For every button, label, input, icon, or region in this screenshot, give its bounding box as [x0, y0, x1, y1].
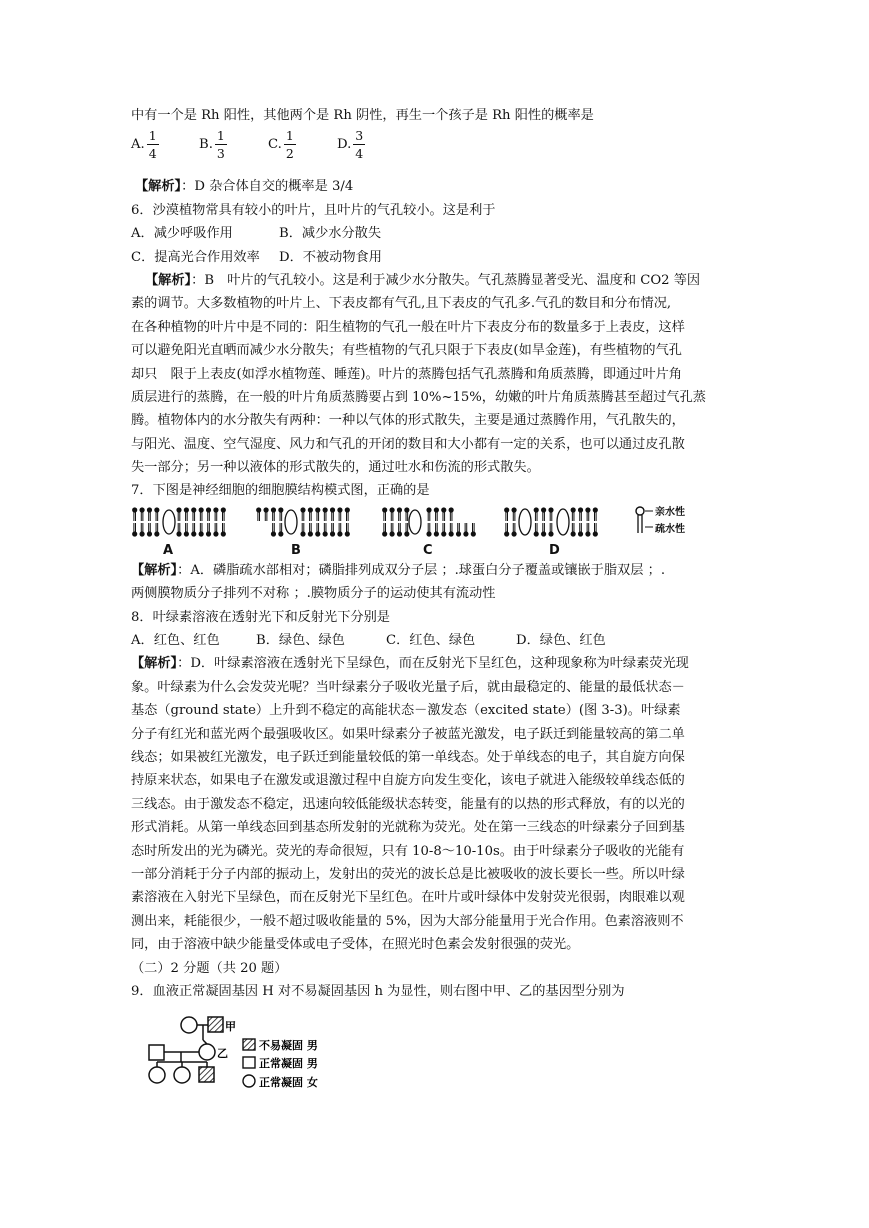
- q6-options-ab: A．减少呼吸作用 B．减少水分散失: [131, 226, 382, 242]
- phospholipid: [271, 507, 276, 536]
- phospholipid: [471, 523, 476, 537]
- figure-label-d: D: [549, 542, 560, 558]
- phospholipid: [578, 507, 583, 536]
- q8-analysis-line: 一部分消耗于分子内部的振动上，发射出的荧光的波长总是比被吸收的波长要长一些。所以叶绿: [131, 866, 685, 882]
- pedigree-male-normal: [149, 1045, 164, 1060]
- fraction: $\frac{1}{3}$: [216, 128, 225, 162]
- phospholipid: [132, 507, 137, 536]
- q5-options: [131, 127, 741, 175]
- protein-molecule: [519, 509, 531, 535]
- figure-label-b: B: [291, 542, 301, 558]
- legend-affected-male-icon: [243, 1039, 255, 1050]
- q7-analysis-line: 【解析】：A．磷脂疏水部相对；磷脂排列成双分子层 ；.球蛋白分子覆盖或镶嵌于脂双层 ；.: [131, 562, 666, 578]
- q6-analysis-line: 【解析】：B 叶片的气孔较小。这是利于减少水分散失。气孔蒸腾显著受光、温度和 CO2 等因: [145, 272, 701, 288]
- q6-analysis-line: 却只 限于上表皮(如浮水植物莲、睡莲)。叶片的蒸腾包括气孔蒸腾和角质蒸腾，即通过叶片角: [131, 366, 682, 382]
- q6-analysis-line: 可以避免阳光直晒而减少水分散失；有些植物的气孔只限于下表皮(如旱金莲)，有些植物的气孔: [131, 343, 682, 359]
- label-yi: 乙: [217, 1047, 228, 1060]
- phospholipid: [441, 507, 446, 536]
- protein-molecule: [163, 510, 175, 534]
- phospholipid: [147, 507, 152, 536]
- q8-analysis-line: 素溶液在入射光下呈绿色，而在反射光下呈红色。在叶片或叶绿体中发射荧光很弱，肉眼难以观: [131, 890, 685, 906]
- phospholipid: [154, 507, 159, 536]
- phospholipid: [511, 507, 516, 536]
- legend-hydrophobic: 疏水性: [655, 523, 685, 535]
- membrane-figure: [131, 503, 741, 559]
- label-jia: 甲: [225, 1020, 236, 1033]
- q5-option-d: D. $\frac{3}{4}$: [337, 128, 364, 162]
- phospholipid: [345, 507, 350, 536]
- pedigree-female-yi: [199, 1044, 215, 1060]
- q8-analysis-line: 【解析】：D．叶绿素溶液在透射光下呈绿色，而在反射光下呈红色，这种现象称为叶绿素荧光现: [131, 656, 689, 672]
- phospholipid: [256, 507, 261, 521]
- phospholipid: [176, 507, 181, 536]
- protein-molecule: [557, 509, 569, 535]
- phospholipid: [426, 507, 431, 536]
- q8-analysis-line: 同，由于溶液中缺少能量受体或电子受体，在照光时色素会发射很强的荧光。: [131, 937, 580, 953]
- phospholipid: [337, 507, 342, 536]
- phospholipid: [308, 507, 313, 536]
- protein-molecule: [409, 510, 421, 534]
- phospholipid: [278, 507, 283, 536]
- q8-analysis-line: 形式消耗。从第一单线态回到基态所发射的光就称为荧光。处在第一三线态的叶绿素分子回到基: [131, 820, 685, 836]
- q6-analysis-line: 失一部分；另一种以液体的形式散失的，通过吐水和伤流的形式散失。: [131, 460, 540, 476]
- phospholipid: [456, 523, 461, 537]
- phospholipid: [300, 507, 305, 536]
- phospholipid: [449, 507, 454, 536]
- q6-analysis-line: 腾。植物体内的水分散失有两种：一种以气体的形式散失，主要是通过蒸腾作用，气孔散失的，: [131, 413, 685, 429]
- phospholipid: [504, 507, 509, 536]
- protein-molecule: [285, 510, 297, 534]
- q8-analysis-line: 线态；如果被红光激发，电子跃迁到能量较低的第一单线态。处于单线态的电子，其自旋方向保: [131, 749, 685, 765]
- q5-option-c: C. $\frac{1}{2}$: [268, 128, 294, 162]
- q8-analysis-line: 持原来状态，如果电子在激发或退激过程中自旋方向发生变化，该电子就进入能级较单线态低的: [131, 773, 685, 789]
- q5-analysis: 【解析】：D 杂合体自交的概率是 3/4: [135, 179, 354, 195]
- legend-hydrophilic: 亲水性: [655, 506, 685, 518]
- phospholipid: [548, 507, 553, 536]
- q8-analysis-line: 象。叶绿素为什么会发荧光呢？当叶绿素分子吸收光量子后，就由最稳定的、能量的最低状态－: [131, 679, 685, 695]
- pedigree-female-normal: [174, 1067, 190, 1083]
- q8-analysis-line: 基态（ground state）上升到不稳定的高能状态－激发态（excited state）(图 3-3)。叶绿素: [131, 703, 681, 719]
- pedigree-male-affected-jia: [208, 1017, 223, 1032]
- q8-analysis-line: 测出来，耗能很少，一般不超过吸收能量的 5%，因为大部分能量用于光合作用。色素溶液则不: [131, 913, 684, 929]
- phospholipid: [382, 507, 387, 536]
- figure-label-c: C: [423, 542, 433, 558]
- phospholipid: [206, 507, 211, 536]
- q9-stem: 9．血液正常凝固基因 H 对不易凝固基因 h 为显性，则右图中甲、乙的基因型分别为: [131, 983, 625, 999]
- phospholipid: [585, 507, 590, 536]
- fraction: $\frac{1}{2}$: [285, 128, 294, 162]
- membrane-diagram-b: [255, 505, 351, 539]
- fraction: $\frac{3}{4}$: [355, 128, 364, 162]
- phospholipid: [534, 507, 539, 536]
- q8-options: A．红色、红色 B．绿色、绿色 C．红色、绿色 D．绿色、红色: [131, 633, 606, 649]
- q6-analysis-line: 素的调节。大多数植物的叶片上、下表皮都有气孔,且下表皮的气孔多.气孔的数目和分布情况,: [131, 296, 672, 312]
- section-heading: （二）2 分题（共 20 题）: [131, 960, 288, 976]
- phospholipid: [389, 507, 394, 536]
- q6-analysis-line: 与阳光、温度、空气湿度、风力和气孔的开闭的数目和大小都有一定的关系，也可以通过皮孔散: [131, 436, 685, 452]
- q5-stem-tail: 中有一个是 Rh 阳性，其他两个是 Rh 阴性，再生一个孩子是 Rh 阳性的概率是: [131, 108, 594, 123]
- pedigree-female-normal: [149, 1067, 165, 1083]
- phospholipid: [397, 507, 402, 536]
- phospholipid: [593, 507, 598, 536]
- phospholipid: [184, 507, 189, 536]
- q6-analysis-line: 在各种植物的叶片中是不同的：阳生植物的气孔一般在叶片下表皮分布的数量多于上表皮，这样: [131, 319, 685, 335]
- phospholipid: [213, 507, 218, 536]
- membrane-diagram-d: [503, 505, 599, 539]
- phospholipid: [139, 507, 144, 536]
- legend-affected-male: 不易凝固 男: [259, 1039, 318, 1052]
- q8-analysis-line: 三线态。由于激发态不稳定，迅速向较低能级状态转变，能量有的以热的形式释放，有的以光的: [131, 796, 685, 812]
- phospholipid: [571, 507, 576, 536]
- phospholipid: [315, 507, 320, 536]
- pedigree-male-affected: [199, 1067, 214, 1082]
- q8-analysis-line: 分子有红光和蓝光两个最强吸收区。如果叶绿素分子被蓝光激发，电子跃迁到能量较高的第二单: [131, 726, 685, 742]
- phospholipid: [199, 507, 204, 536]
- document-body: [131, 104, 741, 1003]
- fraction: $\frac{1}{4}$: [148, 128, 157, 162]
- phospholipid: [330, 507, 335, 536]
- q8-stem: 8．叶绿素溶液在透射光下和反射光下分别是: [131, 609, 390, 625]
- phospholipid: [541, 507, 546, 536]
- phospholipid: [191, 507, 196, 536]
- phospholipid: [263, 507, 268, 521]
- legend-normal-male-icon: [243, 1057, 255, 1068]
- phospholipid: [221, 507, 226, 536]
- phospholipid: [434, 507, 439, 536]
- phospholipid: [323, 507, 328, 536]
- membrane-diagram-a: [131, 505, 227, 539]
- q6-analysis-line: 质层进行的蒸腾，在一般的叶片角质蒸腾要占到 10%~15%，幼嫩的叶片角质蒸腾甚至超过气孔蒸: [131, 389, 706, 405]
- pedigree-chart: [147, 1014, 377, 1102]
- legend-normal-female: 正常凝固 女: [259, 1076, 318, 1089]
- figure-label-a: A: [163, 542, 174, 558]
- q6-stem: 6．沙漠植物常具有较小的叶片，且叶片的气孔较小。这是利于: [131, 202, 496, 218]
- legend-normal-female-icon: [243, 1075, 255, 1087]
- q5-option-b: B. $\frac{1}{3}$: [199, 128, 225, 162]
- q8-analysis-line: 态时所发出的光为磷光。荧光的寿命很短，只有 10-8～10-10s。由于叶绿素分子吸收的光能有: [131, 843, 685, 859]
- q5-option-a: A. $\frac{1}{4}$: [131, 128, 157, 162]
- membrane-diagram-c: [381, 505, 477, 539]
- q7-analysis-line: 两侧膜物质分子排列不对称 ；.膜物质分子的运动使其有流动性: [131, 586, 496, 602]
- phospholipid: [463, 523, 468, 537]
- q6-options-cd: C．提高光合作用效率 D．不被动物食用: [131, 249, 382, 265]
- legend-normal-male: 正常凝固 男: [259, 1057, 318, 1070]
- pedigree-female-normal: [181, 1017, 197, 1033]
- q7-stem: 7．下图是神经细胞的细胞膜结构模式图，正确的是: [131, 483, 430, 499]
